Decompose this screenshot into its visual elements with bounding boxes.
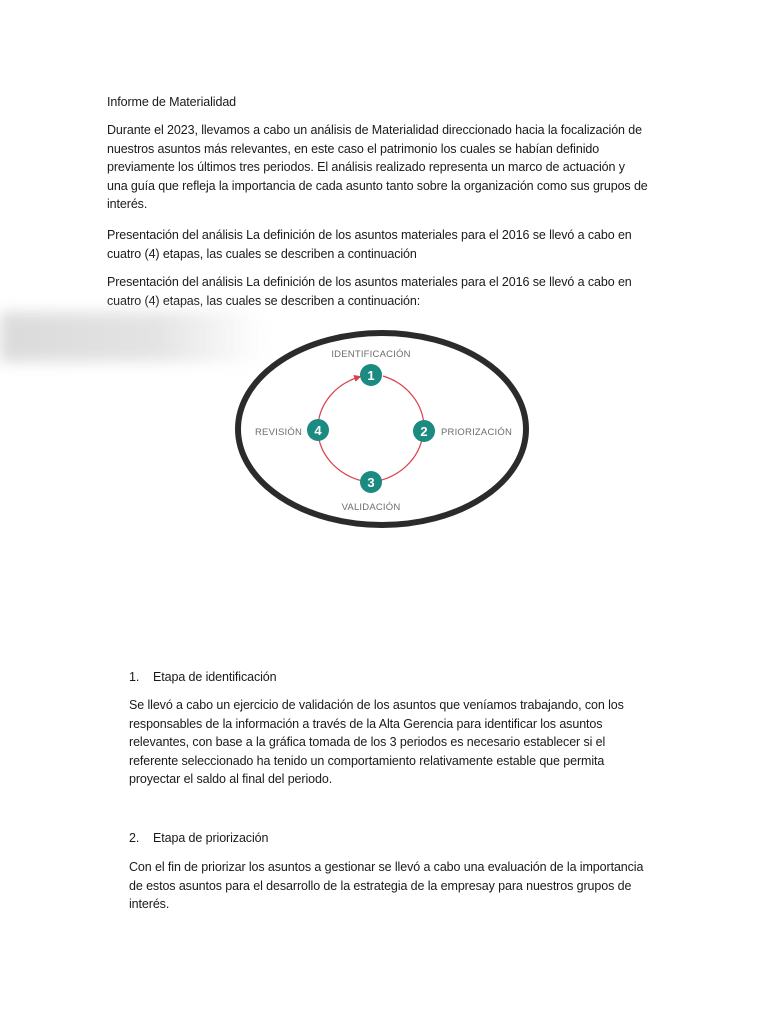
section-1-number: 1.	[129, 670, 140, 684]
stage-4-label: REVISIÓN	[255, 427, 302, 438]
section-1-title: Etapa de identificación	[153, 670, 277, 684]
stage-3-number: 3	[367, 475, 375, 490]
paragraph-line: Con el fin de priorizar los asuntos a gestionar se llevó a cabo una evaluación de la importancia	[129, 860, 644, 874]
paragraph-line: relevantes, con base a la gráfica tomada de los 3 periodos es necesario establecer si el	[129, 735, 606, 749]
stage-4-number: 4	[314, 423, 322, 438]
paragraph-line: Presentación del análisis La definición de los asuntos materiales para el 2016 se llevó a cabo en	[107, 228, 632, 242]
stage-2-number: 2	[420, 424, 428, 439]
analysis-paragraph-repeat	[107, 273, 667, 310]
paragraph-line: proyectar el saldo al final del periodo.	[129, 772, 333, 786]
stage-2-label: PRIORIZACIÓN	[441, 427, 513, 438]
paragraph-line: una guía que refleja la importancia de cada asunto tanto sobre la organización como sus grupos de	[107, 178, 648, 193]
stage-1-number: 1	[367, 368, 375, 383]
blurred-redaction	[0, 312, 265, 362]
cycle-arrow-1-2	[383, 376, 424, 428]
paragraph-line: cuatro (4) etapas, las cuales se describen a continuación	[107, 246, 417, 261]
paragraph-line: Presentación del análisis La definición de los asuntos materiales para el 2016 se llevó a cabo en	[107, 275, 632, 289]
paragraph-line: nuestros asuntos más relevantes, en este caso el patrimonio los cuales se habían definido	[107, 141, 600, 156]
paragraph-line: cuatro (4) etapas, las cuales se describen a continuación:	[107, 293, 421, 308]
paragraph-line: interés.	[107, 197, 148, 211]
paragraph-line: previamente los últimos tres periodos. El análisis realizado representa un marco de actuación y	[107, 160, 625, 174]
cycle-arrow-2-3	[372, 434, 423, 482]
paragraph-line: Durante el 2023, llevamos a cabo un análisis de Materialidad direccionado hacia la focalización de	[107, 123, 642, 137]
stage-1-label: IDENTIFICACIÓN	[331, 349, 411, 360]
paragraph-line: de estos asuntos para el desarrollo de la estrategia de la empresay para nuestros grupos de	[129, 878, 632, 893]
paragraph-line: responsables de la información a través de la Alta Gerencia para identificar los asuntos	[129, 716, 603, 731]
section-2-number: 2.	[129, 831, 140, 845]
materiality-cycle-diagram	[232, 328, 532, 534]
intro-paragraph	[107, 121, 667, 214]
document-title: Informe de Materialidad	[107, 95, 237, 109]
section-2-title: Etapa de priorización	[153, 831, 269, 845]
analysis-paragraph	[107, 226, 667, 263]
cycle-arrow-4-1	[318, 377, 359, 425]
paragraph-line: interés.	[129, 897, 170, 911]
paragraph-line: Se llevó a cabo un ejercicio de validación de los asuntos que veníamos trabajando, con los	[129, 698, 624, 712]
section-2-body	[129, 858, 649, 914]
section-2-heading	[129, 829, 649, 848]
stage-3-label: VALIDACIÓN	[341, 502, 401, 513]
section-1-body	[129, 696, 649, 789]
cycle-arrow-3-4	[318, 434, 368, 482]
section-1-heading	[129, 668, 649, 687]
paragraph-line: referente seleccionado ha tenido un comportamiento relativamente estable que permita	[129, 753, 605, 768]
